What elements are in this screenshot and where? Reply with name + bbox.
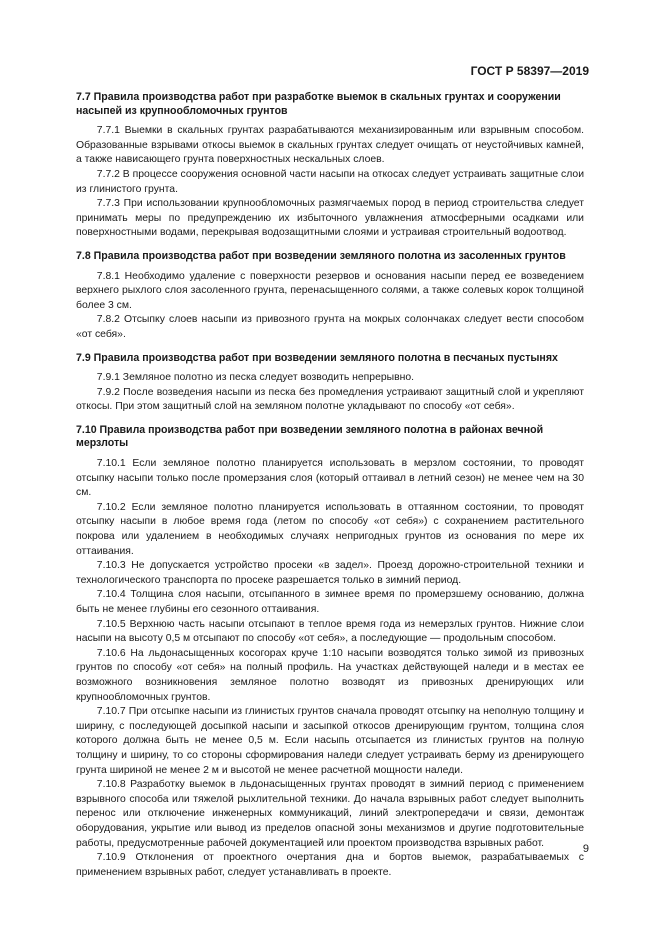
paragraph-7-10-9: 7.10.9 Отклонения от проектного очертания дна и бортов выемок, разрабатываемых с применением взрывных работ, следует устанавливать в проекте.	[76, 852, 584, 878]
paragraph-7-10-3: 7.10.3 Не допускается устройство просеки «в задел». Проезд дорожно-строительной техники и технологического транспорта по просеке разрешается только в зимний период.	[76, 560, 584, 586]
paragraph-7-10-7: 7.10.7 При отсыпке насыпи из глинистых грунтов сначала проводят отсыпку на неполную толщину и ширину, с последующей досыпкой насыпи и засыпкой откосов дренирующим грунтом, толщина слоя которого должна быть не менее 0,5 м. Если насыпь отсыпается из глинистых грунтов на полную толщину и ширину, то со стороны сформирования наледи следует устраивать берму из дренирующего грунта шириной не менее 2 м и высотой не менее расчетной мощности наледи.	[76, 706, 584, 776]
paragraph-7-9-2: 7.9.2 После возведения насыпи из песка без промедления устраивают защитный слой и укрепляют откосы. При этом защитный слой на земляном полотне укладывают по способу «от себя».	[76, 386, 584, 413]
paragraph-7-10-1: 7.10.1 Если земляное полотно планируется использовать в мерзлом состоянии, то проводят отсыпку насыпи только после промерзания слоя (который оттаивал в летний сезон) не менее чем на 30 см.	[76, 458, 584, 499]
section-heading-7-9: 7.9 Правила производства работ при возведении земляного полотна в песчаных пустынях	[76, 351, 558, 364]
paragraph-7-7-1: 7.7.1 Выемки в скальных грунтах разрабатываются механизированным или взрывным способом. Образованные взрывами откосы выемок в скальных грунтах следует очищать от неустойчивых камней, а также нависающего грунта поверхностных нескальных слоев.	[76, 125, 584, 166]
paragraph-7-8-1: 7.8.1 Необходимо удаление с поверхности резервов и основания насыпи перед ее возведением верхнего рыхлого слоя засоленного грунта, перенасыщенного солями, а также солевых корок толщиной более 3 см.	[76, 270, 584, 311]
section-heading-7-7: 7.7 Правила производства работ при разработке выемок в скальных грунтах и сооружении насыпей из крупнообломочных грунтов	[76, 91, 561, 117]
paragraph-7-10-2: 7.10.2 Если земляное полотно планируется использовать в оттаянном состоянии, то проводят отсыпку насыпи в любое время года (летом по способу «от себя») с сохранением растительного покрова или удалением в необходимых случаях непригодных грунтов из основания по мере их оттаивания.	[76, 501, 584, 557]
section-heading-7-8: 7.8 Правила производства работ при возведении земляного полотна из засоленных грунтов	[76, 249, 566, 262]
paragraph-7-10-5: 7.10.5 Верхнюю часть насыпи отсыпают в теплое время года из немерзлых грунтов. Нижние слои насыпи на высоту 0,5 м отсыпают по способу «от себя», а последующие — продольным способом.	[76, 618, 584, 645]
paragraph-7-10-6: 7.10.6 На льдонасыщенных косогорах круче 1:10 насыпи возводятся только зимой из привозных грунтов по способу «от себя» на полный профиль. На участках действующей наледи и в местах ее возможного возникновения земляное полотно возводят из привозных дренирующих или крупнообломочных грунтов.	[76, 647, 584, 703]
paragraph-7-9-1: 7.9.1 Земляное полотно из песка следует возводить непрерывно.	[96, 372, 415, 384]
document-code: ГОСТ Р 58397—2019	[470, 64, 589, 78]
page-number: 9	[582, 843, 589, 855]
paragraph-7-7-3: 7.7.3 При использовании крупнообломочных размягчаемых пород в период строительства следует принимать меры по предупреждению их избыточного увлажнения атмосферными осадками или поверхностными водами, перекрывая водозащитными слоями и устраивая строительный водоотвод.	[76, 198, 584, 239]
section-heading-7-10: 7.10 Правила производства работ при возведении земляного полотна в районах вечной мерзлоты	[76, 423, 544, 450]
paragraph-7-10-4: 7.10.4 Толщина слоя насыпи, отсыпанного в зимнее время по промерзшему основанию, должна быть не менее глубины его сезонного оттаивания.	[76, 589, 584, 615]
document-body	[76, 91, 584, 880]
paragraph-7-8-2: 7.8.2 Отсыпку слоев насыпи из привозного грунта на мокрых солончаках следует вести способом «от себя».	[76, 314, 584, 340]
paragraph-7-7-2: 7.7.2 В процессе сооружения основной части насыпи на откосах следует устраивать защитные слои из глинистого грунта.	[76, 168, 584, 195]
paragraph-7-10-8: 7.10.8 Разработку выемок в льдонасыщенных грунтах проводят в зимний период с применением взрывного способа или тяжелой рыхлительной техники. До начала взрывных работ следует выполнить перенос или отключение инженерных коммуникаций, линий электропередачи и связи, демонтаж оборудования, укрытие или вывод из пределов опасной зоны механизмов и другие подготовительные работы, предусмотренные рабочей документацией или проектом производства взрывных работ.	[76, 779, 584, 849]
